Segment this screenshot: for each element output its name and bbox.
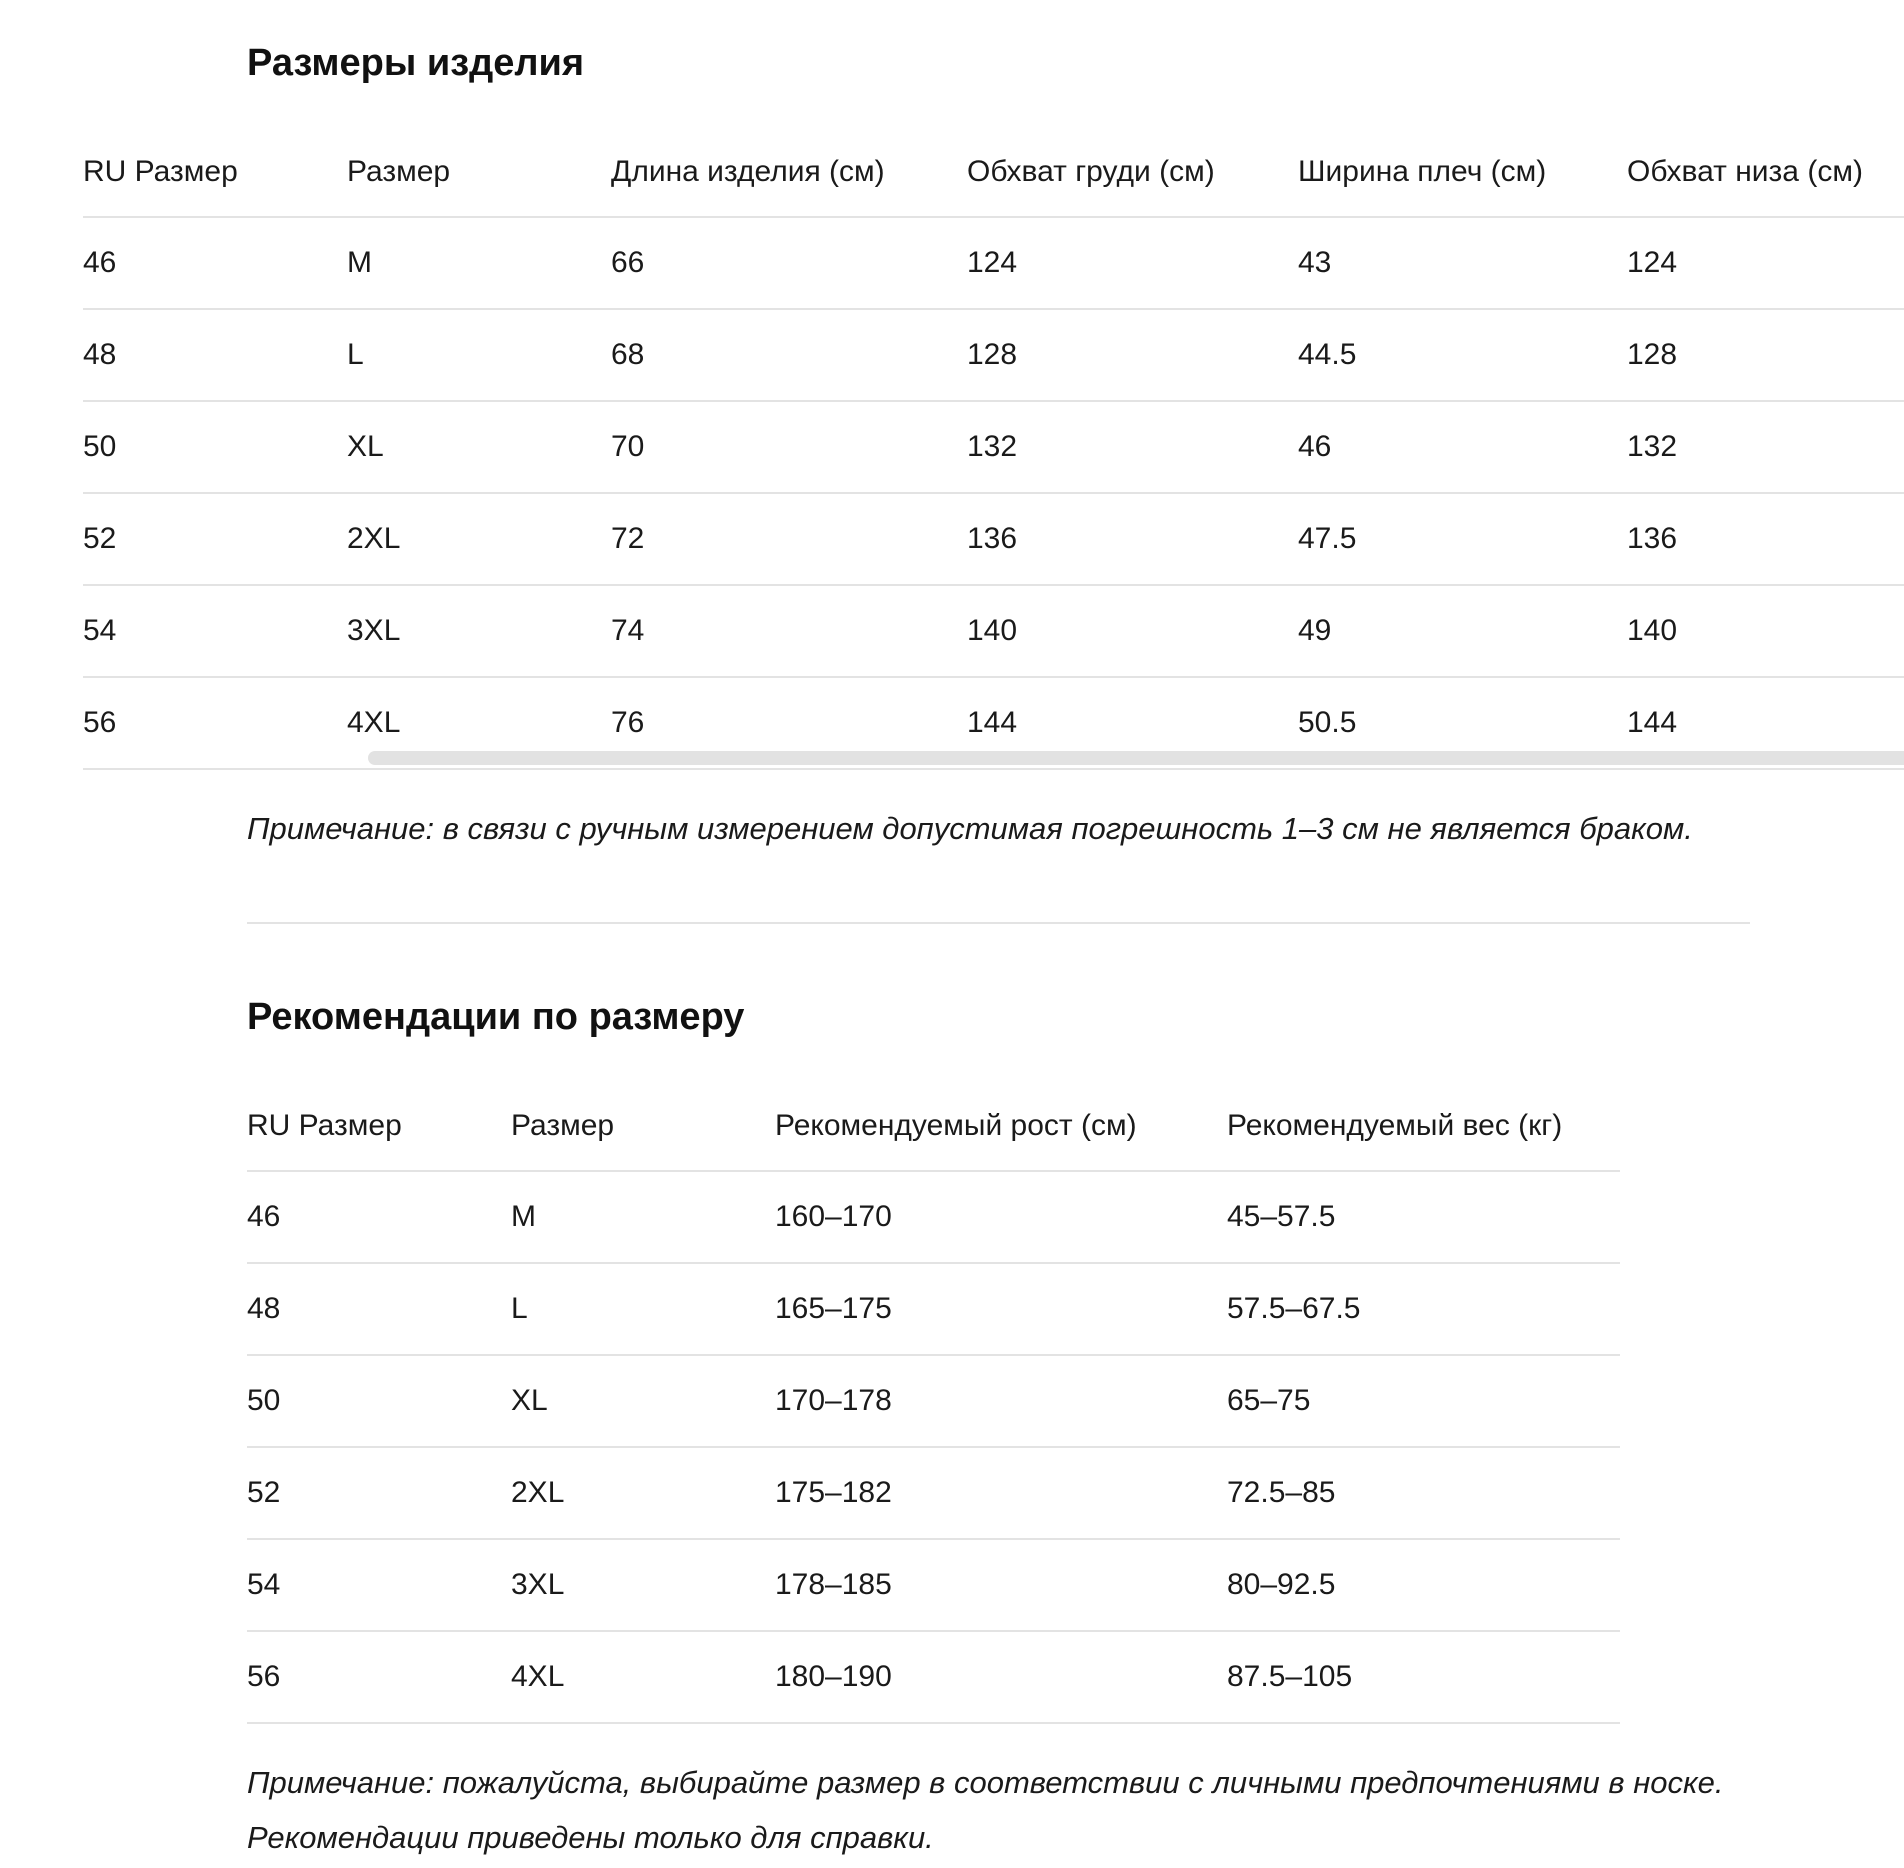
dimensions-header-row: [83, 128, 1904, 217]
table-row: [247, 1171, 1620, 1263]
cell-height: 165–175: [775, 1263, 1227, 1355]
cell-weight: 80–92.5: [1227, 1539, 1620, 1631]
cell-length: 72: [611, 493, 967, 585]
table-row: [83, 493, 1904, 585]
dimensions-table: [83, 128, 1904, 770]
horizontal-scrollbar[interactable]: [368, 751, 1904, 765]
cell-shoulder: 44.5: [1298, 309, 1627, 401]
cell-chest: 132: [967, 401, 1298, 493]
cell-height: 180–190: [775, 1631, 1227, 1723]
cell-length: 76: [611, 677, 967, 769]
table-row: [247, 1539, 1620, 1631]
cell-height: 160–170: [775, 1171, 1227, 1263]
header-shoulder: Ширина плеч (см): [1298, 128, 1627, 217]
cell-shoulder: 46: [1298, 401, 1627, 493]
header-hem: Обхват низа (см): [1627, 128, 1904, 217]
dimensions-table-scroll[interactable]: [83, 128, 1904, 770]
cell-length: 70: [611, 401, 967, 493]
recommendations-table-wrap: [247, 1082, 1620, 1724]
cell-weight: 72.5–85: [1227, 1447, 1620, 1539]
cell-length: 66: [611, 217, 967, 309]
cell-chest: 144: [967, 677, 1298, 769]
header-chest: Обхват груди (см): [967, 128, 1298, 217]
cell-hem: 128: [1627, 309, 1904, 401]
cell-hem: 144: [1627, 677, 1904, 769]
table-row: [83, 309, 1904, 401]
cell-hem: 124: [1627, 217, 1904, 309]
cell-shoulder: 49: [1298, 585, 1627, 677]
cell-chest: 124: [967, 217, 1298, 309]
cell-ru-size: 48: [247, 1263, 511, 1355]
cell-size: L: [347, 309, 611, 401]
section-divider: [247, 922, 1750, 924]
cell-weight: 65–75: [1227, 1355, 1620, 1447]
cell-hem: 136: [1627, 493, 1904, 585]
recommendations-title: Рекомендации по размеру: [247, 996, 745, 1038]
cell-shoulder: 50.5: [1298, 677, 1627, 769]
cell-ru-size: 52: [83, 493, 347, 585]
cell-size: XL: [347, 401, 611, 493]
cell-chest: 128: [967, 309, 1298, 401]
recommendations-note-line1: Примечание: пожалуйста, выбирайте размер в соответствии с личными предпочтениями в носке.: [247, 1765, 1724, 1800]
cell-size: 4XL: [347, 677, 611, 769]
cell-height: 170–178: [775, 1355, 1227, 1447]
dimensions-title: Размеры изделия: [247, 42, 585, 84]
cell-ru-size: 46: [247, 1171, 511, 1263]
cell-hem: 140: [1627, 585, 1904, 677]
cell-ru-size: 50: [83, 401, 347, 493]
cell-length: 74: [611, 585, 967, 677]
cell-size: 4XL: [511, 1631, 775, 1723]
header-ru-size: RU Размер: [83, 128, 347, 217]
cell-size: 3XL: [347, 585, 611, 677]
table-row: [247, 1355, 1620, 1447]
cell-size: M: [511, 1171, 775, 1263]
header-size: Размер: [511, 1082, 775, 1171]
cell-ru-size: 46: [83, 217, 347, 309]
header-height: Рекомендуемый рост (см): [775, 1082, 1227, 1171]
header-weight: Рекомендуемый вес (кг): [1227, 1082, 1620, 1171]
header-length: Длина изделия (см): [611, 128, 967, 217]
cell-shoulder: 47.5: [1298, 493, 1627, 585]
cell-weight: 57.5–67.5: [1227, 1263, 1620, 1355]
cell-ru-size: 56: [83, 677, 347, 769]
cell-chest: 140: [967, 585, 1298, 677]
cell-ru-size: 52: [247, 1447, 511, 1539]
dimensions-note: Примечание: в связи с ручным измерением допустимая погрешность 1–3 см не является браком.: [247, 811, 1693, 846]
header-ru-size: RU Размер: [247, 1082, 511, 1171]
recommendations-note-line2: Рекомендации приведены только для справки.: [247, 1820, 934, 1855]
table-row: [247, 1447, 1620, 1539]
table-row: [247, 1263, 1620, 1355]
cell-size: XL: [511, 1355, 775, 1447]
cell-size: 3XL: [511, 1539, 775, 1631]
cell-ru-size: 50: [247, 1355, 511, 1447]
cell-ru-size: 54: [83, 585, 347, 677]
cell-length: 68: [611, 309, 967, 401]
table-row: [83, 217, 1904, 309]
cell-height: 178–185: [775, 1539, 1227, 1631]
cell-size: L: [511, 1263, 775, 1355]
cell-chest: 136: [967, 493, 1298, 585]
cell-size: 2XL: [347, 493, 611, 585]
cell-ru-size: 56: [247, 1631, 511, 1723]
cell-weight: 45–57.5: [1227, 1171, 1620, 1263]
table-row: [83, 401, 1904, 493]
cell-ru-size: 48: [83, 309, 347, 401]
table-row: [83, 585, 1904, 677]
cell-size: 2XL: [511, 1447, 775, 1539]
recommendations-table: [247, 1082, 1620, 1724]
cell-shoulder: 43: [1298, 217, 1627, 309]
recommendations-header-row: [247, 1082, 1620, 1171]
header-size: Размер: [347, 128, 611, 217]
cell-height: 175–182: [775, 1447, 1227, 1539]
cell-weight: 87.5–105: [1227, 1631, 1620, 1723]
cell-ru-size: 54: [247, 1539, 511, 1631]
cell-hem: 132: [1627, 401, 1904, 493]
table-row: [247, 1631, 1620, 1723]
cell-size: M: [347, 217, 611, 309]
